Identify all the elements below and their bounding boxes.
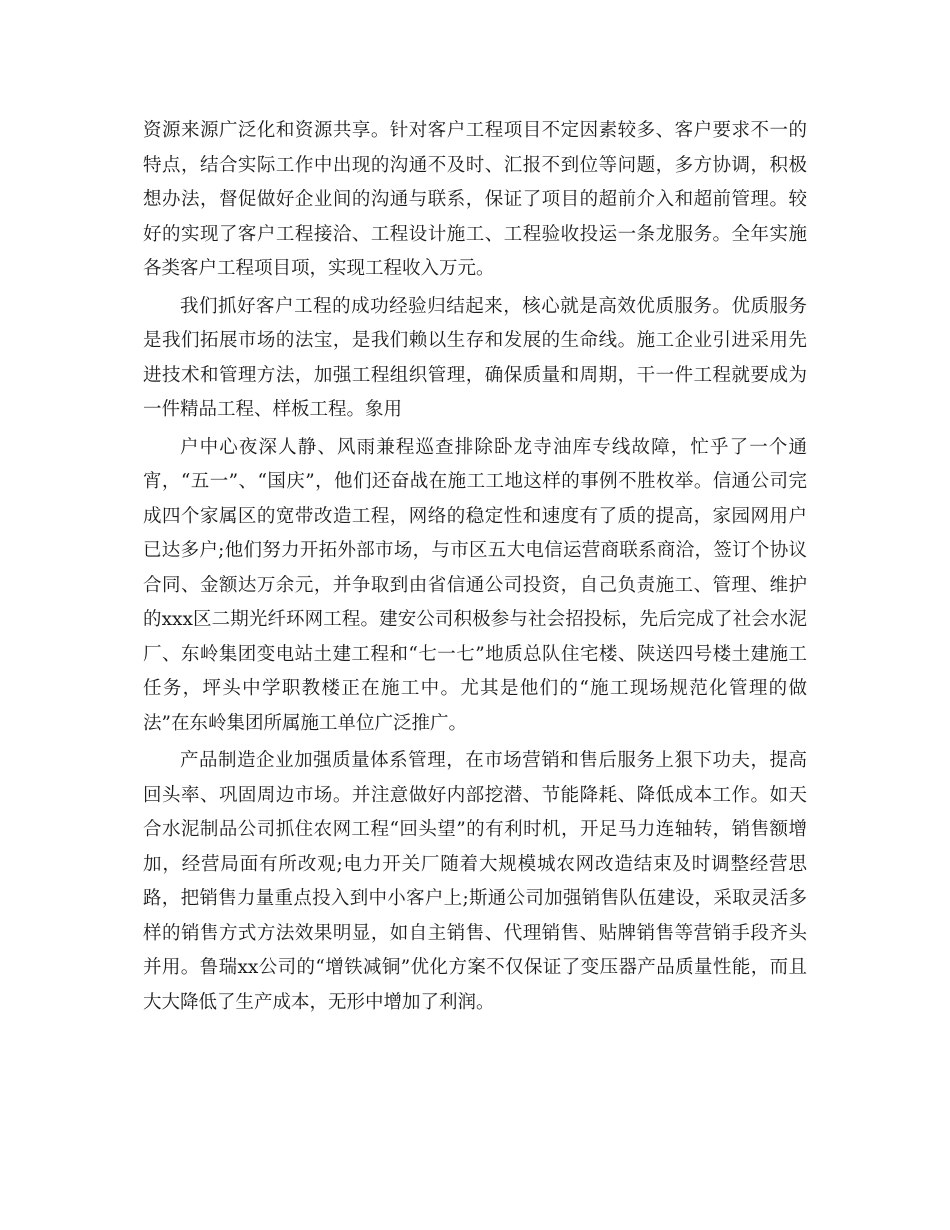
paragraph-3: 户中心夜深人静、风雨兼程巡查排除卧龙寺油库专线故障，忙乎了一个通宵，“五一”、“国庆”，他们还奋战在施工工地这样的事例不胜枚举。信通公司完成四个家属区的宽带改造工程，网络的稳定性和速度有了质的提高，家园网用户已达多户;他们努力开拓外部市场，与市区五大电信运营商联系商洽，签订个协议合同、金额达万余元，并争取到由省信通公司投资，自己负责施工、管理、维护的xxx区二期光纤环网工程。建安公司积极参与社会招投标，先后完成了社会水泥厂、东岭集团变电站土建工程和“七一七”地质总队住宅楼、陕送四号楼土建施工任务，坪头中学职教楼正在施工中。尤其是他们的“施工现场规范化管理的做法”在东岭集团所属施工单位广泛推广。 (143, 436, 807, 734)
document-body (143, 114, 807, 1020)
paragraph-1: 资源来源广泛化和资源共享。针对客户工程项目不定因素较多、客户要求不一的特点，结合实际工作中出现的沟通不及时、汇报不到位等问题，多方协调，积极想办法，督促做好企业间的沟通与联系，保证了项目的超前介入和超前管理。较好的实现了客户工程接洽、工程设计施工、工程验收投运一条龙服务。全年实施各类客户工程项目项，实现工程收入万元。 (143, 120, 807, 279)
paragraph-2: 我们抓好客户工程的成功经验归结起来，核心就是高效优质服务。优质服务是我们拓展市场的法宝，是我们赖以生存和发展的生命线。施工企业引进采用先进技术和管理方法，加强工程组织管理，确保质量和周期，干一件工程就要成为一件精品工程、样板工程。象用 (143, 295, 807, 420)
paragraph-4: 产品制造企业加强质量体系管理，在市场营销和售后服务上狠下功夫，提高回头率、巩固周边市场。并注意做好内部挖潜、节能降耗、降低成本工作。如天合水泥制品公司抓住农网工程“回头望”的有利时机，开足马力连轴转，销售额增加，经营局面有所改观;电力开关厂随着大规模城农网改造结束及时调整经营思路，把销售力量重点投入到中小客户上;斯通公司加强销售队伍建设，采取灵活多样的销售方式方法效果明显，如自主销售、代理销售、贴牌销售等营销手段齐头并用。鲁瑞xx公司的“增铁减铜”优化方案不仅保证了变压器产品质量性能，而且大大降低了生产成本，无形中增加了利润。 (143, 750, 807, 1013)
